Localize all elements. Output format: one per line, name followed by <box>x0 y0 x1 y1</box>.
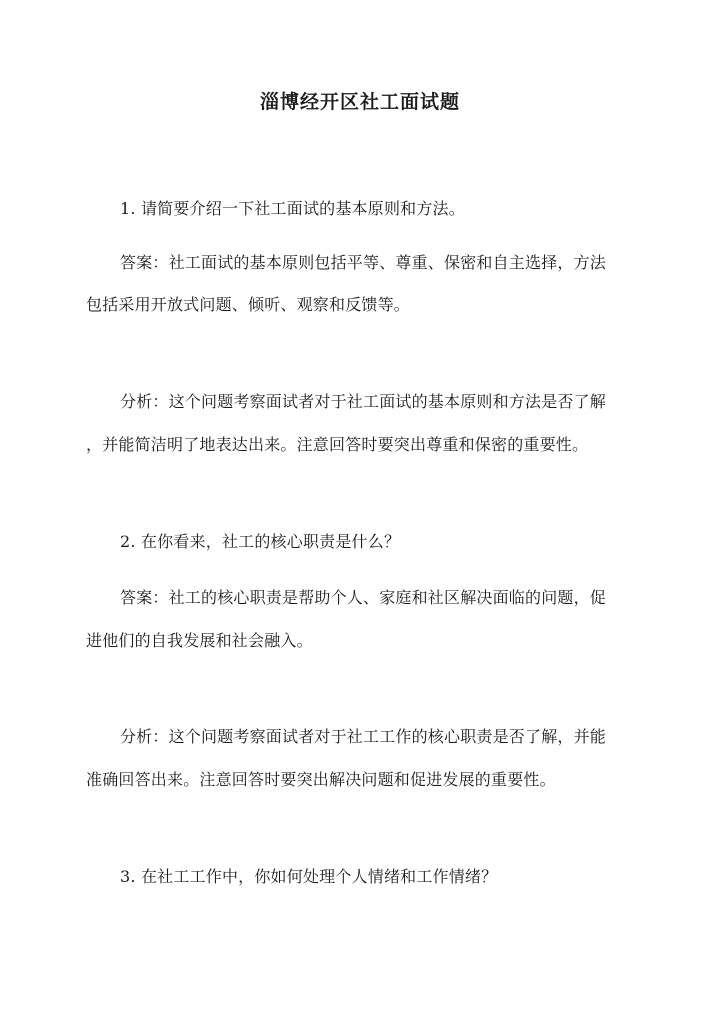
answer-2-line-2: 进他们的自我发展和社会融入。 <box>86 631 313 650</box>
question-1: 1. 请简要介绍一下社工面试的基本原则和方法。 <box>120 199 465 218</box>
question-3: 3. 在社工工作中，你如何处理个人情绪和工作情绪？ <box>120 867 498 886</box>
answer-2-line-1: 答案：社工的核心职责是帮助个人、家庭和社区解决面临的问题，促 <box>120 588 607 607</box>
question-2: 2. 在你看来，社工的核心职责是什么？ <box>120 532 401 551</box>
analysis-2-line-1: 分析：这个问题考察面试者对于社工工作的核心职责是否了解，并能 <box>120 727 607 746</box>
analysis-1-line-2: ，并能简洁明了地表达出来。注意回答时要突出尊重和保密的重要性。 <box>86 435 589 454</box>
analysis-1-line-1: 分析：这个问题考察面试者对于社工面试的基本原则和方法是否了解 <box>120 392 607 411</box>
answer-1-line-1: 答案：社工面试的基本原则包括平等、尊重、保密和自主选择，方法 <box>120 253 607 272</box>
answer-1-line-2: 包括采用开放式问题、倾听、观察和反馈等。 <box>86 295 411 314</box>
document-title: 淄博经开区社工面试题 <box>259 91 460 113</box>
analysis-2-line-2: 准确回答出来。注意回答时要突出解决问题和促进发展的重要性。 <box>86 770 556 789</box>
